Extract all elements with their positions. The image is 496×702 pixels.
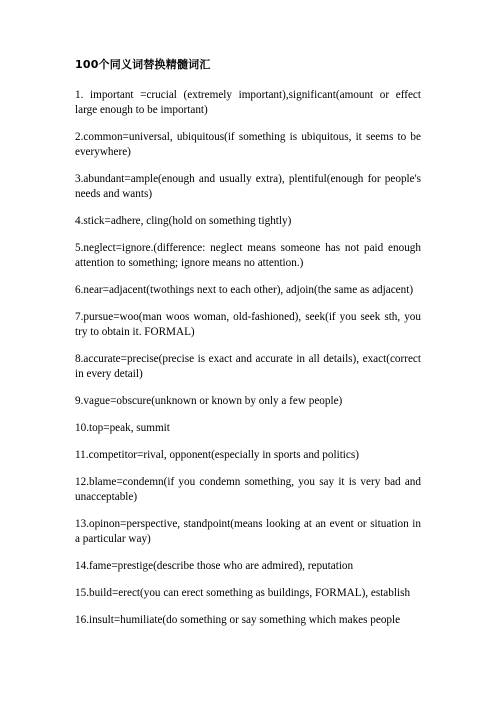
- document-page: [75, 58, 421, 640]
- entry-11: 11.competitor=rival, opponent(especially in sports and politics): [75, 449, 359, 461]
- entry-16: 16.insult=humiliate(do something or say something which makes people: [75, 614, 401, 626]
- entry-3: 3.abundant=ample(enough and usually extra), plentiful(enough for people's needs and wants): [75, 173, 421, 200]
- entry-12: 12.blame=condemn(if you condemn something, you say it is very bad and unacceptable): [75, 476, 421, 503]
- entry-10: 10.top=peak, summit: [75, 422, 170, 434]
- document-title: 100个同义词替换精髓词汇: [75, 58, 211, 71]
- entry-15: 15.build=erect(you can erect something as buildings, FORMAL), establish: [75, 587, 411, 599]
- entry-8: 8.accurate=precise(precise is exact and accurate in all details), exact(correct in every detail): [75, 353, 421, 380]
- entry-1: 1. important =crucial (extremely important),significant(amount or effect large enough to be important): [75, 89, 421, 116]
- entry-13: 13.opinon=perspective, standpoint(means looking at an event or situation in a particular way): [75, 518, 421, 545]
- entry-9: 9.vague=obscure(unknown or known by only a few people): [75, 395, 343, 407]
- entry-14: 14.fame=prestige(describe those who are admired), reputation: [75, 560, 354, 572]
- entry-7: 7.pursue=woo(man woos woman, old-fashioned), seek(if you seek sth, you try to obtain it. FORMAL): [75, 311, 421, 338]
- entry-4: 4.stick=adhere, cling(hold on something tightly): [75, 215, 292, 227]
- entry-2: 2.common=universal, ubiquitous(if something is ubiquitous, it seems to be everywhere): [75, 131, 421, 158]
- entry-6: 6.near=adjacent(twothings next to each other), adjoin(the same as adjacent): [75, 284, 414, 296]
- entry-5: 5.neglect=ignore.(difference: neglect means someone has not paid enough attention to something; ignore means no attention.): [75, 242, 421, 269]
